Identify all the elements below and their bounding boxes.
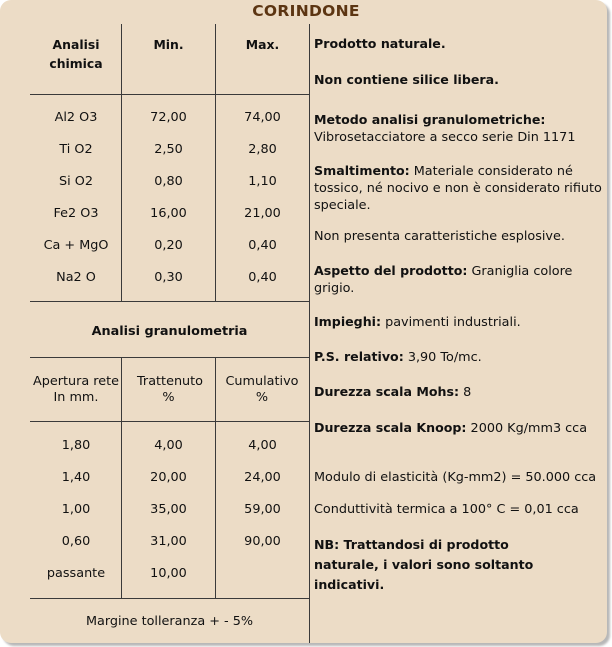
nb-note (314, 535, 564, 595)
gran-opening: 1,00 (61, 502, 91, 517)
property-text: 2000 Kg/mm3 cca (470, 421, 588, 436)
property-text: Graniglia colore grigio. (314, 264, 573, 296)
table-divider (30, 598, 309, 599)
table-divider (30, 421, 309, 422)
granulometry-title: Analisi granulometria (91, 324, 248, 339)
property-item (314, 500, 604, 518)
table-divider (30, 94, 309, 95)
property-label: Non contiene silice libera. (314, 72, 499, 87)
property-item (314, 111, 604, 146)
chem-name: Ca + MgO (43, 238, 109, 253)
tolerance-note: Margine tolleranza + - 5% (85, 614, 254, 629)
chem-max: 1,10 (248, 174, 277, 189)
property-item (314, 71, 604, 89)
property-item (314, 227, 604, 245)
chem-min: 0,30 (154, 270, 183, 285)
property-label: Aspetto del prodotto: (314, 263, 468, 278)
property-item (314, 419, 604, 437)
property-label: Metodo analisi granulometriche: (314, 112, 546, 127)
table-divider (30, 301, 309, 302)
property-item (314, 35, 604, 53)
chem-header-min: Min. (153, 37, 184, 52)
property-text: 3,90 To/mc. (407, 350, 482, 365)
property-item (314, 162, 604, 214)
property-text: 8 (463, 385, 472, 400)
gran-retained: 4,00 (154, 438, 183, 453)
gran-header-retained: Trattenuto % (137, 374, 204, 405)
property-item (314, 313, 604, 331)
gran-header-opening: Apertura rete In mm. (32, 374, 120, 405)
property-label: Durezza scala Mohs: (314, 384, 460, 399)
chem-max: 0,40 (248, 270, 277, 285)
chem-name: Ti O2 (59, 142, 93, 157)
chem-max: 0,40 (248, 238, 277, 253)
property-label: Durezza scala Knoop: (314, 420, 467, 435)
chem-min: 16,00 (150, 206, 187, 221)
chem-name: Na2 O (56, 270, 96, 285)
property-text: Vibrosetacciatore a secco serie Din 1171 (314, 130, 576, 145)
property-text: Conduttività termica a 100° C = 0,01 cca (314, 502, 579, 517)
property-item (314, 468, 604, 486)
property-label: Smaltimento: (314, 163, 410, 178)
table-divider (121, 24, 122, 301)
chem-max: 21,00 (244, 206, 281, 221)
property-label: P.S. relativo: (314, 349, 404, 364)
property-item (314, 383, 604, 401)
property-label: NB: Trattandosi di prodotto naturale, i valori sono soltanto indicativi. (314, 537, 534, 592)
chem-min: 0,80 (154, 174, 183, 189)
property-text: Materiale considerato né tossico, né nocivo e non è considerato rifiuto speciale. (314, 164, 602, 213)
property-text: Modulo di elasticità (Kg-mm2) = 50.000 cca (314, 470, 597, 485)
gran-opening: 1,80 (61, 438, 91, 453)
gran-cumulative: 24,00 (244, 470, 281, 485)
gran-cumulative: 59,00 (244, 502, 281, 517)
property-text: pavimenti industriali. (385, 315, 521, 330)
property-label: Prodotto naturale. (314, 36, 446, 51)
table-divider (30, 357, 309, 358)
column-divider (309, 24, 310, 643)
chem-max: 2,80 (248, 142, 277, 157)
property-item (314, 348, 604, 366)
gran-retained: 10,00 (150, 566, 187, 581)
gran-retained: 20,00 (150, 470, 187, 485)
chem-min: 2,50 (154, 142, 183, 157)
property-text: Non presenta caratteristiche esplosive. (314, 229, 565, 244)
chem-header-name: Analisi chimica (49, 37, 103, 71)
property-item (314, 262, 604, 297)
gran-opening: 0,60 (61, 534, 91, 549)
page-title: CORINDONE (252, 2, 360, 20)
gran-retained: 31,00 (150, 534, 187, 549)
property-label: Impieghi: (314, 314, 382, 329)
gran-opening: 1,40 (61, 470, 91, 485)
chem-min: 0,20 (154, 238, 183, 253)
table-divider (215, 24, 216, 301)
chem-name: Si O2 (59, 174, 93, 189)
gran-cumulative: 90,00 (244, 534, 281, 549)
gran-cumulative: 4,00 (248, 438, 277, 453)
chem-max: 74,00 (244, 110, 281, 125)
chem-header-max: Max. (245, 37, 280, 52)
gran-retained: 35,00 (150, 502, 187, 517)
gran-header-cumulative: Cumulativo % (225, 374, 299, 405)
gran-opening: passante (46, 566, 106, 581)
chem-name: Al2 O3 (54, 110, 98, 125)
chem-min: 72,00 (150, 110, 187, 125)
chem-name: Fe2 O3 (53, 206, 99, 221)
